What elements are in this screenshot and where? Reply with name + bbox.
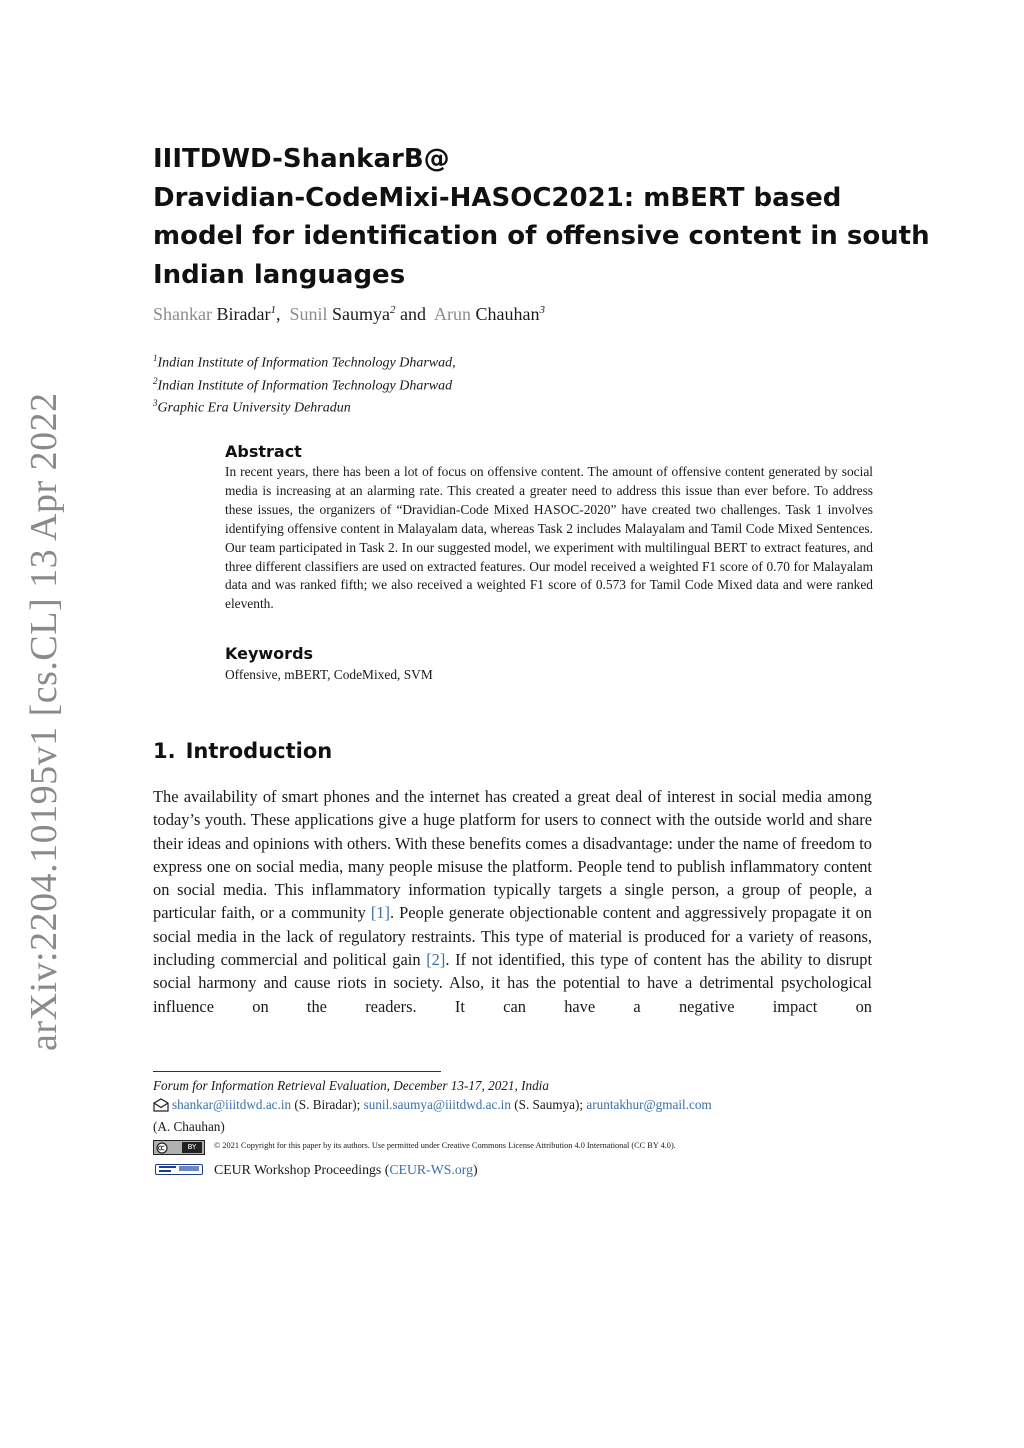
title-line: IIITDWD-ShankarB@ [153, 144, 450, 174]
proceedings-name: CEUR Workshop Proceedings (CEUR-WS.org) [214, 1162, 478, 1177]
email-link[interactable]: shankar@iiitdwd.ac.in [172, 1097, 292, 1112]
email-owner: (A. Chauhan) [153, 1119, 225, 1134]
conference-venue: Forum for Information Retrieval Evaluation, December 13-17, 2021, India [153, 1078, 549, 1093]
keywords-text: Offensive, mBERT, CodeMixed, SVM [225, 667, 433, 682]
paragraph-text: . People generate objectionable content and aggressively propagate it on social media in the lack of regulatory restraints. This type of material is produced for a variety of reasons, including commercial and political gain [153, 903, 872, 970]
email-link[interactable]: sunil.saumya@iiitdwd.ac.in [363, 1097, 511, 1112]
abstract-text: In recent years, there has been a lot of focus on offensive content. The amount of offensive content generated by social media is increasing at an alarming rate. This created a greater need to address this issue than ever before. To address these issues, the organizers of “Dravidian-Code Mixed HASOC-2020” have created two challenges. Task 1 involves identifying offensive content in Malayalam data, whereas Task 2 includes Malayalam and Tamil Code Mixed Sentences. Our team participated in Task 2. In our suggested model, we experiment with multilingual BERT to extract features, and three different classifiers are used on extracted features. Our model received a weighted F1 score of 0.70 for Malayalam data and was ranked fifth; we also received a weighted F1 score of 0.573 for Tamil Code Mixed data and were ranked eleventh. [225, 464, 873, 612]
envelope-icon [153, 1098, 169, 1117]
email-owner: (S. Saumya); [514, 1097, 584, 1112]
license-notice: © 2021 Copyright for this paper by its authors. Use permitted under Creative Commons License Attribution 4.0 International (CC BY 4.0). [214, 1141, 676, 1150]
title-line: Dravidian-CodeMixi-HASOC2021: mBERT based [153, 182, 842, 213]
section-number: 1. [153, 739, 176, 763]
affiliation [153, 347, 456, 370]
footnote-divider [153, 1071, 441, 1072]
abstract-heading: Abstract [225, 442, 302, 461]
author-list [153, 304, 545, 325]
affiliation [153, 392, 456, 415]
cc-by-label: BY [182, 1142, 202, 1153]
affiliation-mark: 1 [153, 353, 158, 363]
author-family-name: Chauhan [475, 304, 540, 324]
cc-icon [156, 1142, 168, 1158]
ceur-logo-icon [155, 1164, 203, 1175]
introduction-heading [153, 739, 332, 763]
citation-link[interactable]: [1] [370, 903, 390, 923]
title-line: Indian languages [153, 259, 406, 290]
proceedings-row [153, 1162, 873, 1182]
affiliation-list [153, 347, 456, 415]
title-line: model for identification of offensive content in south [153, 221, 930, 251]
author-family-name: Biradar [216, 304, 271, 324]
paragraph-text: . If not identified, this type of content has the ability to disrupt social harmony and cause riots in society. Also, it has the potential to have a detrimental psychological influence on the readers. It can have a negative impact on [153, 950, 873, 1016]
introduction-paragraph [153, 785, 872, 1018]
author-family-name: Saumya [331, 304, 390, 324]
ceur-link[interactable]: CEUR-WS.org [389, 1162, 473, 1177]
author-given-name: Shankar [153, 304, 212, 324]
author-given-name: Arun [434, 304, 471, 324]
author-emails [153, 1095, 873, 1117]
author [289, 304, 395, 324]
citation-link[interactable]: [2] [426, 950, 446, 970]
section-title: Introduction [185, 739, 333, 763]
creative-commons-badge [153, 1140, 205, 1155]
email-owner: (S. Biradar); [294, 1097, 361, 1112]
affiliation-text: Graphic Era University Dehradun [157, 400, 351, 416]
author-separator: , [275, 304, 281, 324]
keywords-section [225, 643, 433, 684]
arxiv-identifier-stamp: arXiv:2204.10195v1 [cs.CL] 13 Apr 2022 [23, 392, 65, 1051]
author-separator: and [399, 304, 426, 324]
keywords-heading: Keywords [225, 644, 314, 663]
author-affiliation-mark: 3 [539, 304, 545, 316]
affiliation [153, 370, 456, 393]
paragraph-text: The availability of smart phones and the internet has created a great deal of interest in social media among today’s youth. These applications give a huge platform for users to connect with the outside world and share their ideas and opinions with others. With these benefits comes a disadvantage: under the name of freedom to express one on social media, many people misuse the platform. People tend to publish inflammatory content on social media. This inflammatory information typically targets a single person, a group of people, a particular faith, or a community [153, 787, 872, 923]
affiliation-text: Indian Institute of Information Technology Dharwad, [157, 355, 456, 371]
author [434, 304, 545, 324]
author-affiliation-mark: 2 [389, 304, 396, 316]
affiliation-mark: 3 [153, 398, 158, 408]
affiliation-text: Indian Institute of Information Technology Dharwad [157, 378, 453, 394]
author-affiliation-mark: 1 [270, 304, 276, 316]
author-given-name: Sunil [289, 304, 328, 324]
paper-title [153, 140, 930, 294]
license-row [153, 1140, 873, 1156]
footnote-block [153, 1076, 873, 1182]
author [153, 304, 276, 324]
affiliation-mark: 2 [153, 375, 158, 386]
email-link[interactable]: aruntakhur@gmail.com [586, 1097, 712, 1112]
abstract-section [225, 441, 873, 614]
